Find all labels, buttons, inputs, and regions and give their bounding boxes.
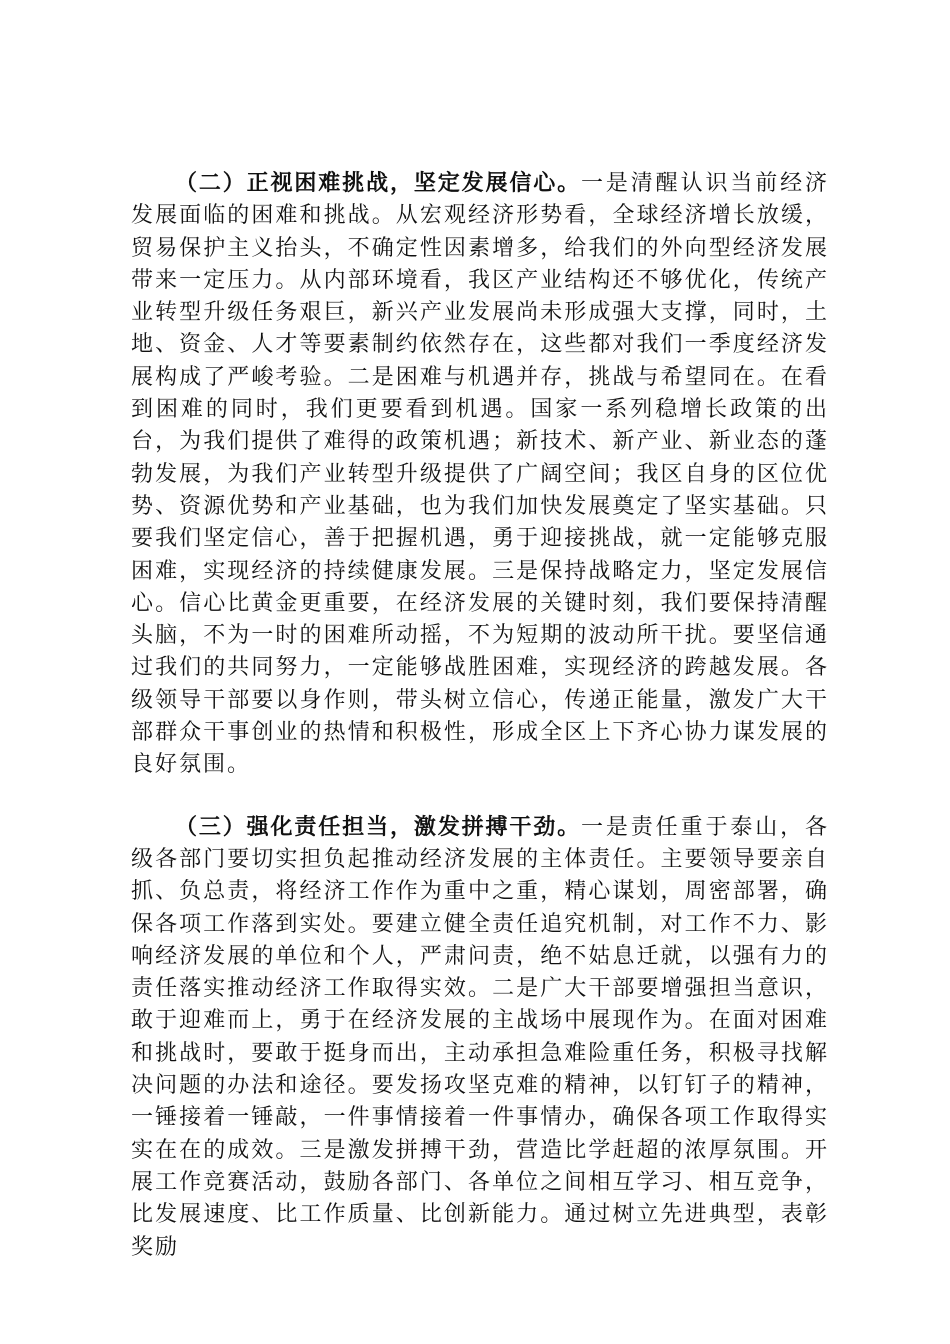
paragraph-section-2 (131, 168, 829, 782)
document-body (131, 168, 829, 1264)
section-2-body: 一是清醒认识当前经济发展面临的困难和挑战。从宏观经济形势看，全球经济增长放缓，贸易保护主义抬头，不确定性因素增多，给我们的外向型经济发展带来一定压力。从内部环境看，我区产业结构还不够优化，传统产业转型升级任务艰巨，新兴产业发展尚未形成强大支撑，同时，土地、资金、人才等要素制约依然存在，这些都对我们一季度经济发展构成了严峻考验。二是困难与机遇并存，挑战与希望同在。在看到困难的同时，我们更要看到机遇。国家一系列稳增长政策的出台，为我们提供了难得的政策机遇；新技术、新产业、新业态的蓬勃发展，为我们产业转型升级提供了广阔空间；我区自身的区位优势、资源优势和产业基础，也为我们加快发展奠定了坚实基础。只要我们坚定信心，善于把握机遇，勇于迎接挑战，就一定能够克服困难，实现经济的持续健康发展。三是保持战略定力，坚定发展信心。信心比黄金更重要，在经济发展的关键时刻，我们要保持清醒头脑，不为一时的困难所动摇，不为短期的波动所干扰。要坚信通过我们的共同努力，一定能够战胜困难，实现经济的跨越发展。各级领导干部要以身作则，带头树立信心，传递正能量，激发广大干部群众干事创业的热情和积极性，形成全区上下齐心协力谋发展的良好氛围。 (131, 171, 829, 778)
section-3-body: 一是责任重于泰山，各级各部门要切实担负起推动经济发展的主体责任。主要领导要亲自抓、负总责，将经济工作作为重中之重，精心谋划，周密部署，确保各项工作落到实处。要建立健全责任追究机制，对工作不力、影响经济发展的单位和个人，严肃问责，绝不姑息迁就，以强有力的责任落实推动经济工作取得实效。二是广大干部要增强担当意识，敢于迎难而上，勇于在经济发展的主战场中展现作为。在面对困难和挑战时，要敢于挺身而出，主动承担急难险重任务，积极寻找解决问题的办法和途径。要发扬攻坚克难的精神，以钉钉子的精神，一锤接着一锤敲，一件事情接着一件事情办，确保各项工作取得实实在在的成效。三是激发拼搏干劲，营造比学赶超的浓厚氛围。开展工作竞赛活动，鼓励各部门、各单位之间相互学习、相互竞争，比发展速度、比工作质量、比创新能力。通过树立先进典型，表彰奖励 (131, 814, 829, 1260)
section-2-heading: （二）正视困难挑战，坚定发展信心。 (175, 171, 582, 196)
paragraph-section-3 (131, 812, 829, 1264)
section-3-heading: （三）强化责任担当，激发拼搏干劲。 (175, 814, 582, 840)
